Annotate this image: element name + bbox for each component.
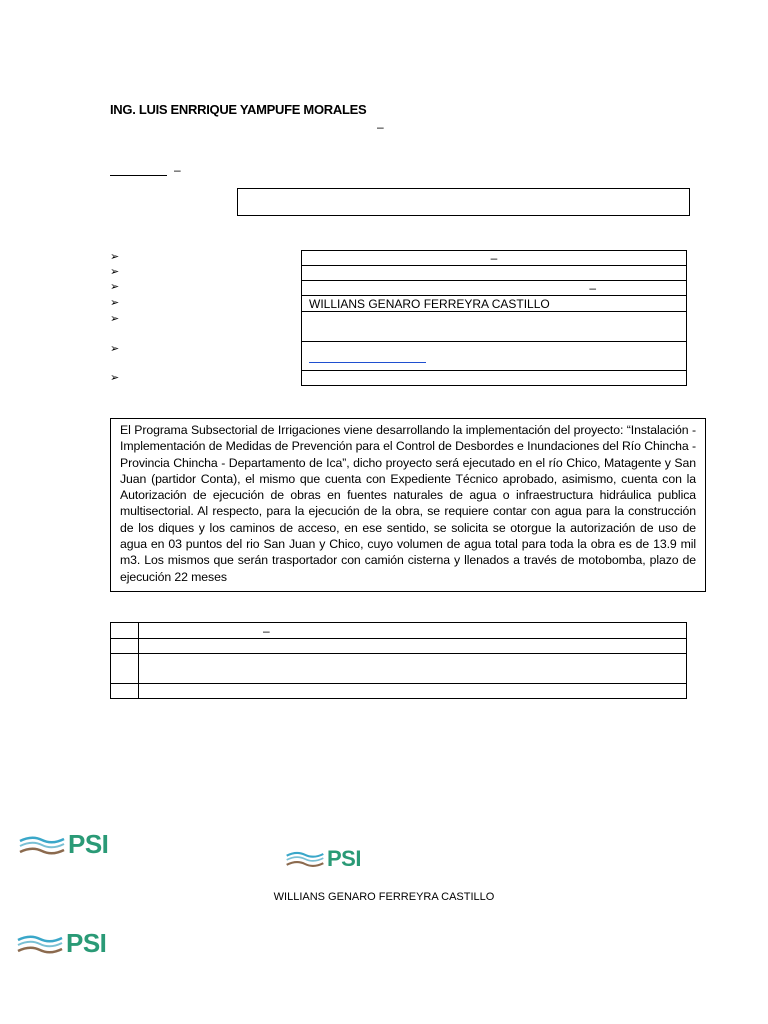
table-row xyxy=(302,281,687,296)
bullet-arrow-icon: ➢ xyxy=(110,251,120,263)
psi-logo-text: PSI xyxy=(327,846,361,871)
annex-index-cell xyxy=(111,654,139,684)
psi-waves-icon xyxy=(285,848,325,870)
psi-waves-icon xyxy=(16,931,64,957)
table-row xyxy=(302,342,687,371)
psi-logo-text: PSI xyxy=(66,928,107,958)
annex-cell xyxy=(139,654,687,684)
signer-name: WILLIANS GENARO FERREYRA CASTILLO xyxy=(273,891,495,903)
table-row xyxy=(111,623,687,639)
bullet-arrow-icon: ➢ xyxy=(110,297,120,309)
annex-header-cell: – xyxy=(139,623,687,639)
table-row xyxy=(302,266,687,281)
table-row xyxy=(302,296,687,312)
bullet-arrow-icon: ➢ xyxy=(110,372,120,384)
email-cell[interactable] xyxy=(302,342,687,371)
info-cell: – xyxy=(302,281,687,296)
email-link-underline[interactable] xyxy=(309,350,426,363)
info-cell: – xyxy=(302,251,687,266)
project-description: El Programa Subsectorial de Irrigaciones viene desarrollando la implementación del proyecto: “Instalación - Implementación de Medidas de Prevención para el Control de Desbordes e Inundaciones del Río Chincha - Provincia Chincha - Departamento de Ica”, dicho proyecto será ejecutado en el río Chico, Matagente y San Juan (partidor Conta), el mismo que cuenta con Expediente Técnico aprobado, asimismo, cuenta con la Autorización de ejecución de obras en fuentes naturales de agua o infraestructura hidráulica publica multisectorial. Al respecto, para la ejecución de la obra, se requiere contar con agua para la construcción de los diques y los caminos de acceso, en ese sentido, se solicita se otorgue la autorización de uso de agua en 03 puntos del rio San Juan y Chico, cuyo volumen de agua total para toda la obra es de 13.9 mil m3. Los mismos que serán trasportador con camión cisterna y llenados a través de motobomba, plazo de ejecución 22 meses xyxy=(110,418,706,592)
annex-index-cell xyxy=(111,623,139,639)
psi-logo xyxy=(285,846,361,872)
annex-cell xyxy=(139,639,687,654)
table-row xyxy=(302,371,687,386)
table-row xyxy=(111,654,687,684)
annex-index-cell xyxy=(111,639,139,654)
bullet-arrow-icon: ➢ xyxy=(110,313,120,325)
bullet-arrow-icon: ➢ xyxy=(110,281,120,293)
dash-mark: – xyxy=(174,163,181,177)
psi-waves-icon xyxy=(18,832,66,858)
annex-table xyxy=(110,622,687,699)
bullet-arrow-icon: ➢ xyxy=(110,343,120,355)
info-cell xyxy=(302,371,687,386)
table-row xyxy=(302,251,687,266)
info-table xyxy=(301,250,687,386)
psi-logo xyxy=(16,928,106,959)
date-underline xyxy=(110,162,167,176)
info-cell-representative: WILLIANS GENARO FERREYRA CASTILLO xyxy=(302,296,687,312)
addressee-name: ING. LUIS ENRRIQUE YAMPUFE MORALES xyxy=(110,102,367,117)
table-row xyxy=(111,684,687,699)
annex-index-cell xyxy=(111,684,139,699)
subject-box xyxy=(237,188,690,216)
psi-logo xyxy=(18,829,108,860)
psi-logo-text: PSI xyxy=(68,829,109,859)
dash-mark: – xyxy=(377,120,384,134)
info-cell xyxy=(302,312,687,342)
bullet-arrow-icon: ➢ xyxy=(110,266,120,278)
info-cell xyxy=(302,266,687,281)
annex-cell xyxy=(139,684,687,699)
table-row xyxy=(111,639,687,654)
table-row xyxy=(302,312,687,342)
